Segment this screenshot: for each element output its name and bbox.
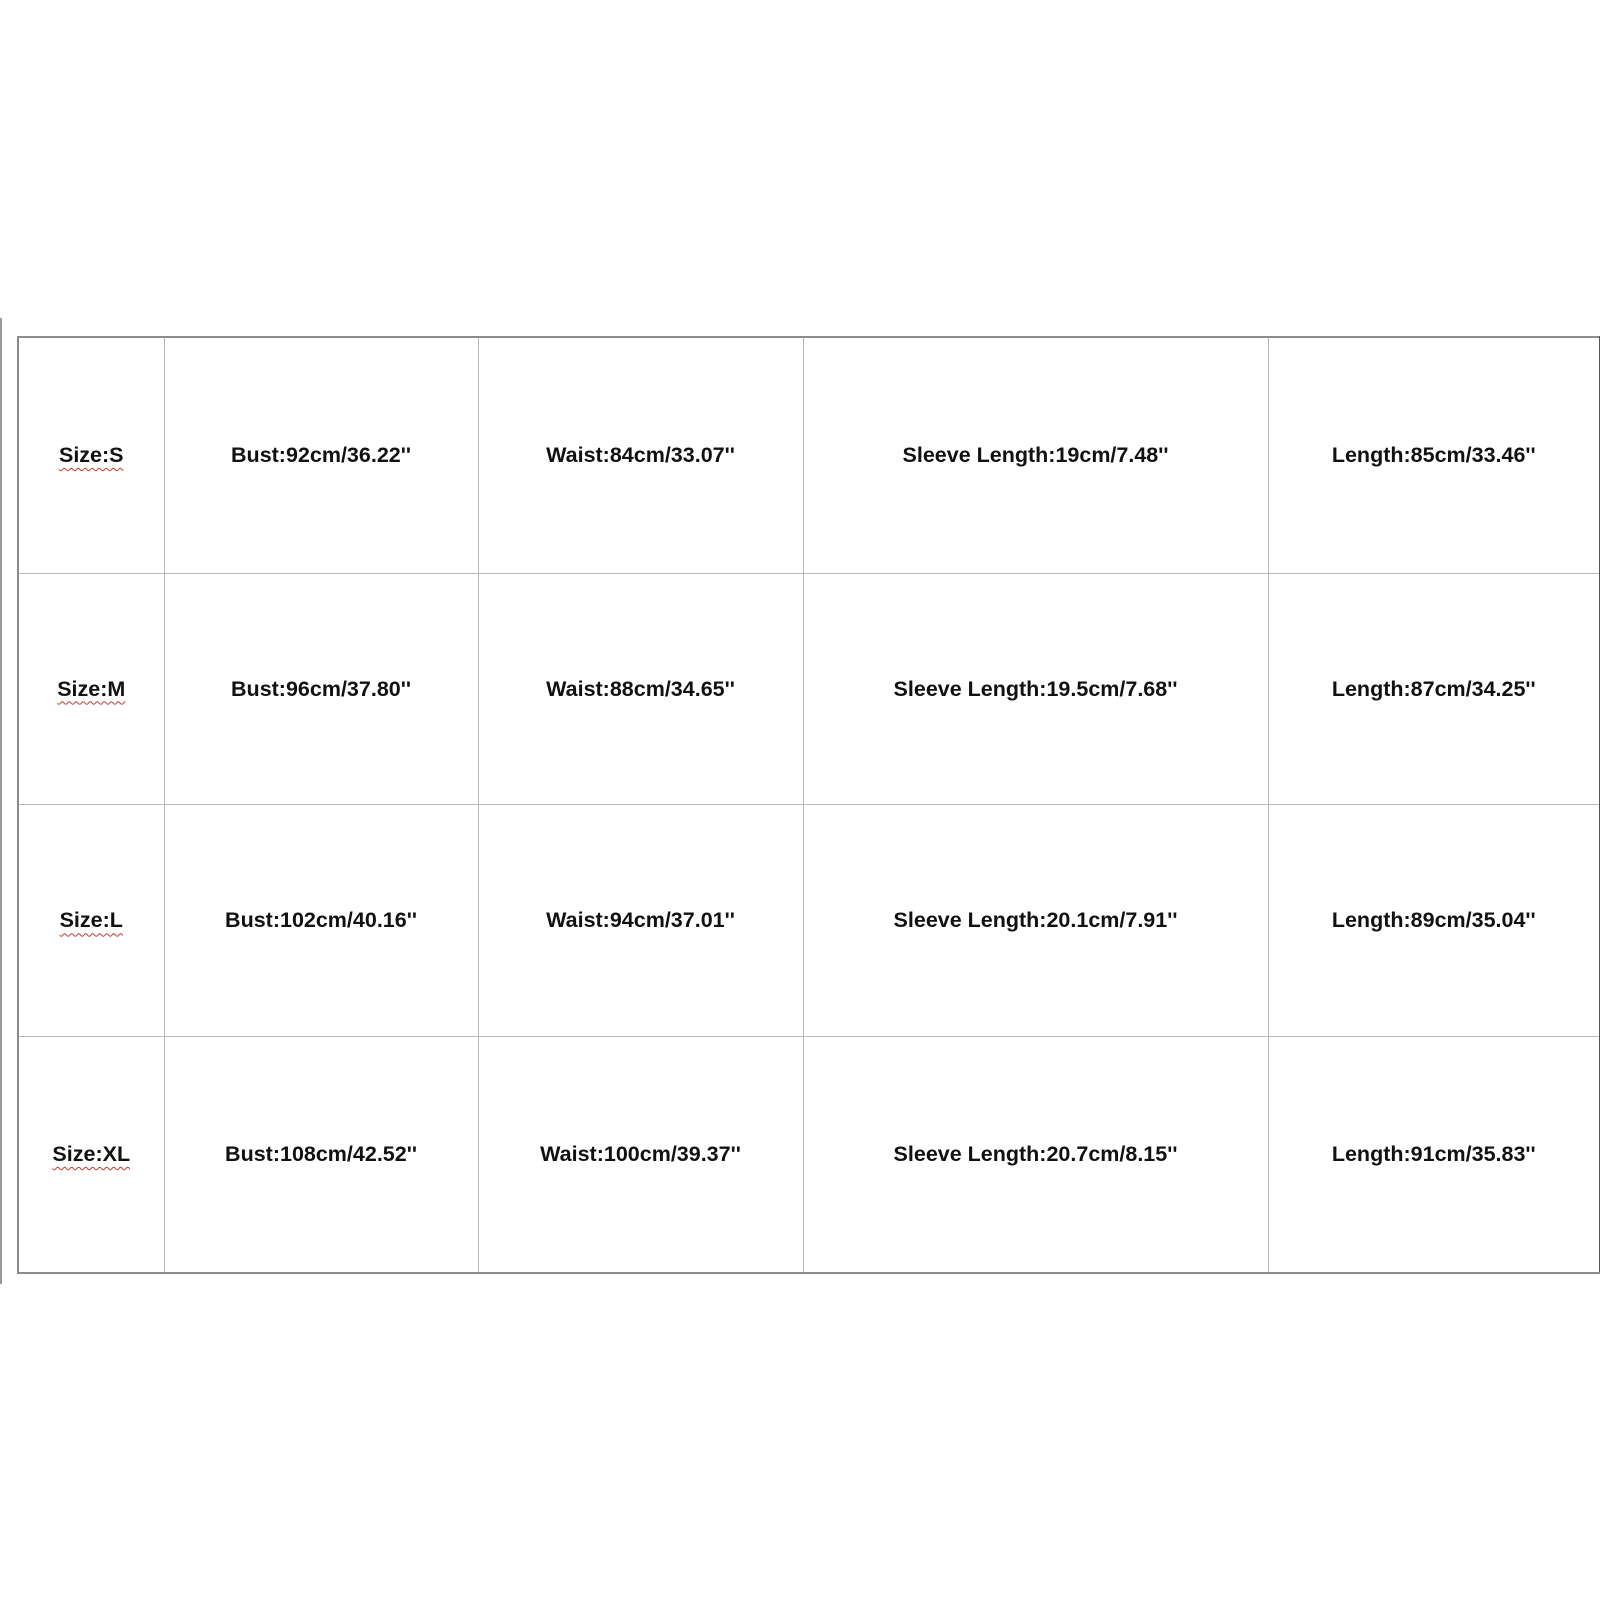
bust-cell: Bust:92cm/36.22'' bbox=[164, 337, 478, 573]
length-cell: Length:87cm/34.25'' bbox=[1268, 573, 1600, 805]
size-cell bbox=[18, 573, 164, 805]
sleeve-length-cell: Sleeve Length:20.7cm/8.15'' bbox=[803, 1037, 1268, 1273]
bust-cell: Bust:96cm/37.80'' bbox=[164, 573, 478, 805]
table-row bbox=[18, 573, 1600, 805]
bust-cell: Bust:108cm/42.52'' bbox=[164, 1037, 478, 1273]
size-label: Size:XL bbox=[52, 1142, 131, 1167]
waist-cell: Waist:94cm/37.01'' bbox=[478, 805, 803, 1037]
size-cell bbox=[18, 1037, 164, 1273]
size-label: Size:S bbox=[58, 442, 124, 467]
bust-cell: Bust:102cm/40.16'' bbox=[164, 805, 478, 1037]
sleeve-length-cell: Sleeve Length:19.5cm/7.68'' bbox=[803, 573, 1268, 805]
size-label: Size:M bbox=[57, 676, 126, 701]
length-cell: Length:89cm/35.04'' bbox=[1268, 805, 1600, 1037]
length-cell: Length:91cm/35.83'' bbox=[1268, 1037, 1600, 1273]
length-cell: Length:85cm/33.46'' bbox=[1268, 337, 1600, 573]
size-chart-table bbox=[17, 336, 1600, 1274]
size-cell bbox=[18, 805, 164, 1037]
waist-cell: Waist:100cm/39.37'' bbox=[478, 1037, 803, 1273]
sleeve-length-cell: Sleeve Length:20.1cm/7.91'' bbox=[803, 805, 1268, 1037]
table-row bbox=[18, 805, 1600, 1037]
size-cell bbox=[18, 337, 164, 573]
waist-cell: Waist:84cm/33.07'' bbox=[478, 337, 803, 573]
table-row bbox=[18, 1037, 1600, 1273]
table-row bbox=[18, 337, 1600, 573]
left-edge-line bbox=[0, 318, 2, 1284]
sleeve-length-cell: Sleeve Length:19cm/7.48'' bbox=[803, 337, 1268, 573]
size-label: Size:L bbox=[59, 908, 123, 933]
waist-cell: Waist:88cm/34.65'' bbox=[478, 573, 803, 805]
